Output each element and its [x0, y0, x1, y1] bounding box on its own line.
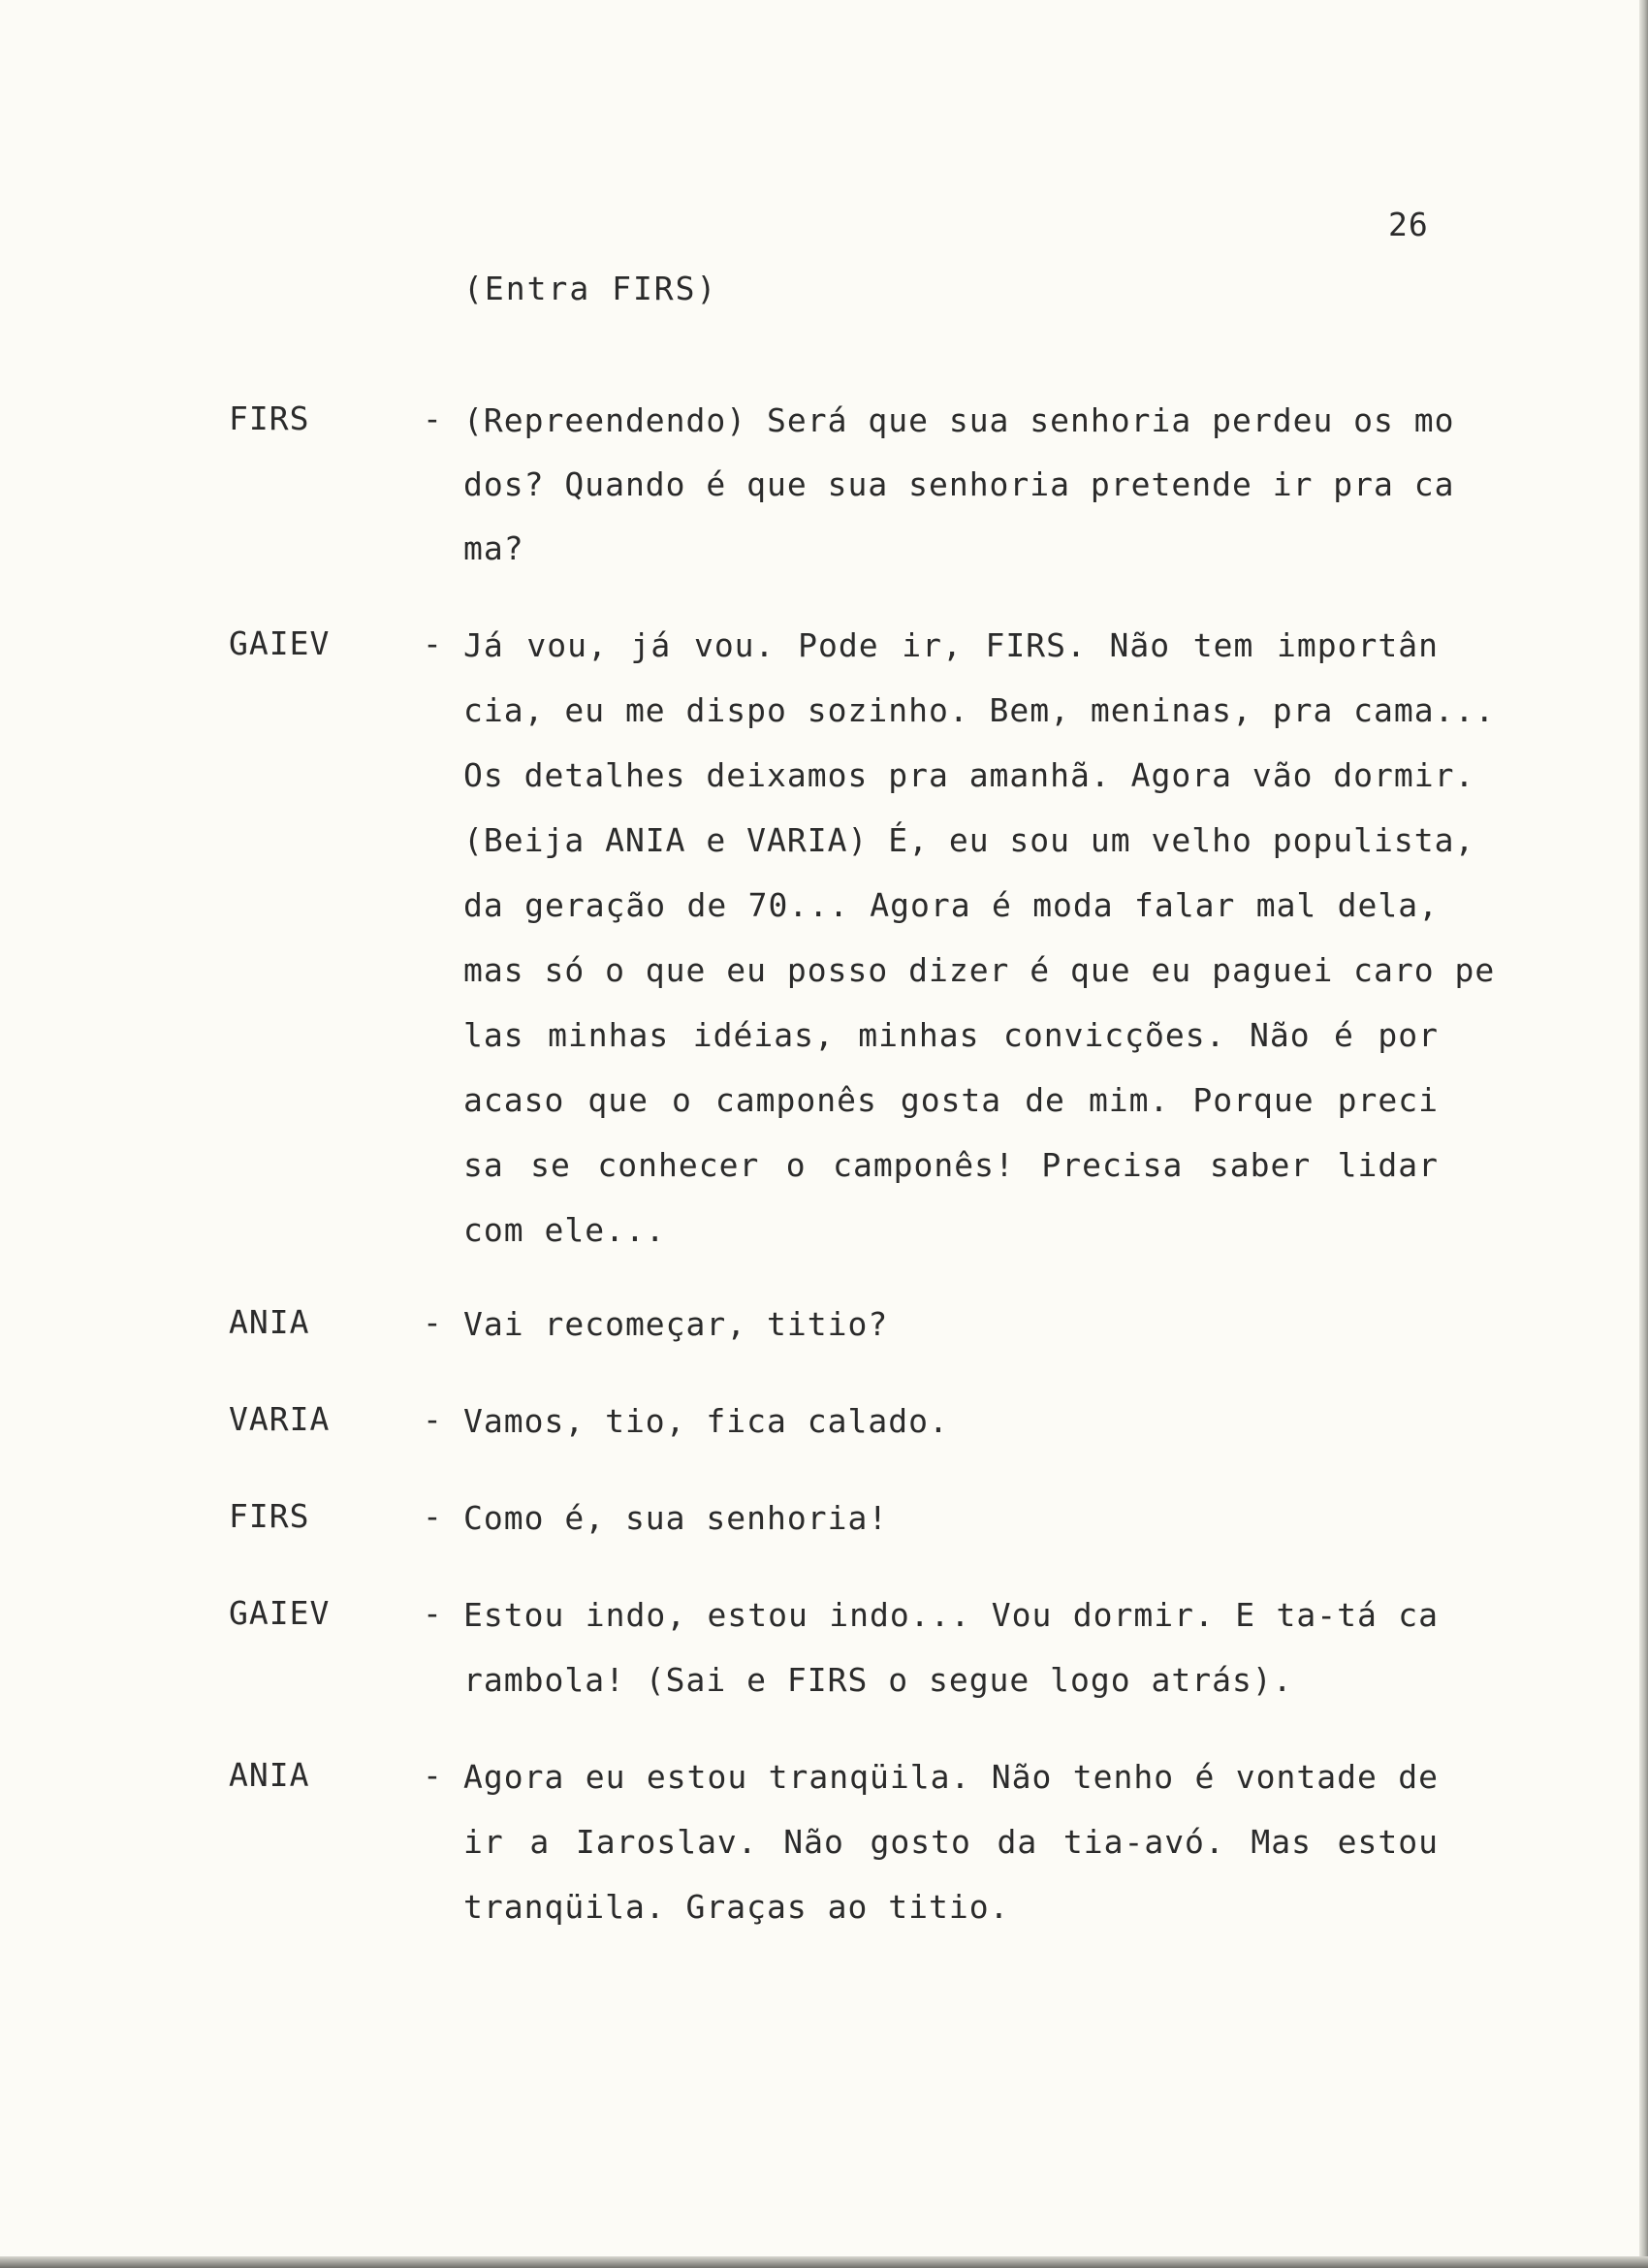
dialogue-line: Agora eu estou tranqüila. Não tenho é vontade de	[463, 1758, 1439, 1796]
page-edge-shadow	[1639, 0, 1648, 2268]
dialogue-line: acaso que o camponês gosta de mim. Porque preci	[463, 1081, 1439, 1119]
stage-direction: (Entra FIRS)	[463, 270, 718, 307]
dialogue-line: mas só o que eu posso dizer é que eu paguei caro pe	[463, 951, 1496, 989]
speaker-name: ANIA	[229, 1303, 310, 1341]
dialogue-line: sa se conhecer o camponês! Precisa saber lidar	[463, 1146, 1439, 1184]
speaker-name: GAIEV	[229, 1594, 331, 1632]
dialogue-line: tranqüila. Graças ao titio.	[463, 1888, 1010, 1926]
dialogue-line: dos? Quando é que sua senhoria pretende ir pra ca	[463, 465, 1455, 503]
dialogue-dash: -	[423, 1497, 442, 1535]
dialogue-dash: -	[423, 1303, 442, 1341]
page-bottom-edge	[0, 2256, 1648, 2268]
dialogue-line: Como é, sua senhoria!	[463, 1499, 889, 1537]
dialogue-dash: -	[423, 1756, 442, 1794]
page-number: 26	[1388, 206, 1429, 243]
speaker-name: FIRS	[229, 399, 310, 437]
dialogue-line: (Repreendendo) Será que sua senhoria perdeu os mo	[463, 401, 1455, 439]
dialogue-line: da geração de 70... Agora é moda falar mal dela,	[463, 886, 1439, 924]
dialogue-line: com ele...	[463, 1211, 666, 1249]
dialogue-line: Estou indo, estou indo... Vou dormir. E ta-tá ca	[463, 1596, 1439, 1634]
dialogue-line: las minhas idéias, minhas convicções. Não é por	[463, 1016, 1439, 1054]
dialogue-dash: -	[423, 1400, 442, 1438]
dialogue-line: Já vou, já vou. Pode ir, FIRS. Não tem importân	[463, 626, 1439, 664]
speaker-name: VARIA	[229, 1400, 331, 1438]
speaker-name: GAIEV	[229, 624, 331, 662]
dialogue-dash: -	[423, 399, 442, 437]
dialogue-line: Os detalhes deixamos pra amanhã. Agora vão dormir.	[463, 756, 1475, 794]
dialogue-line: ma?	[463, 529, 524, 567]
dialogue-line: cia, eu me dispo sozinho. Bem, meninas, pra cama...	[463, 691, 1496, 729]
dialogue-line: ir a Iaroslav. Não gosto da tia-avó. Mas estou	[463, 1823, 1439, 1861]
dialogue-dash: -	[423, 624, 442, 662]
dialogue-line: (Beija ANIA e VARIA) É, eu sou um velho populista,	[463, 821, 1475, 859]
speaker-name: ANIA	[229, 1756, 310, 1794]
dialogue-line: Vai recomeçar, titio?	[463, 1305, 889, 1343]
dialogue-dash: -	[423, 1594, 442, 1632]
dialogue-line: Vamos, tio, fica calado.	[463, 1402, 949, 1440]
dialogue-line: rambola! (Sai e FIRS o segue logo atrás).	[463, 1661, 1293, 1699]
speaker-name: FIRS	[229, 1497, 310, 1535]
